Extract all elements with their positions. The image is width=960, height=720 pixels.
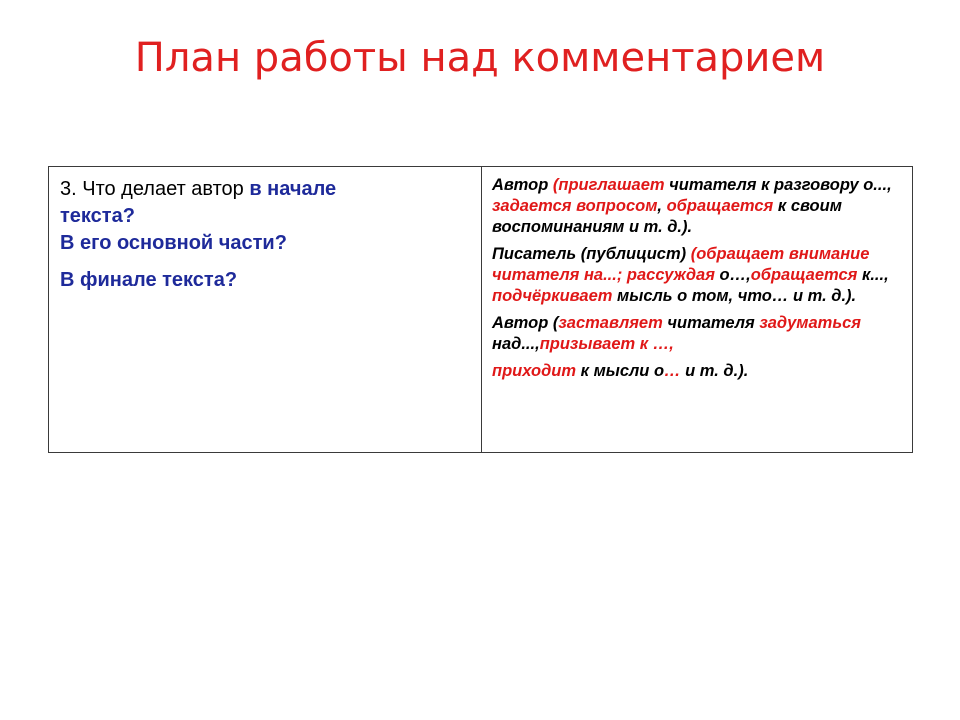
answer-paragraph-3-line-1 [492, 314, 861, 353]
text-run: к своим воспоминаниям и т. д.). [492, 197, 842, 236]
text-run: задуматься [759, 314, 862, 332]
question-2-text: В его основной части? [60, 232, 287, 254]
text-run: над..., [492, 335, 540, 353]
slide-title: План работы над комментарием [134, 35, 826, 81]
question-2 [60, 230, 471, 257]
text-run: к..., [857, 266, 889, 284]
text-run: читателя к разговору о..., [664, 176, 892, 194]
plan-table [48, 166, 913, 453]
text-run: к мысли о [576, 362, 665, 380]
question-3-text: В финале текста? [60, 269, 238, 291]
answers-cell [482, 167, 912, 452]
text-run: мысль о том, что… и т. д.). [612, 287, 857, 305]
text-run: Автор ( [492, 314, 559, 332]
text-run: обращается [750, 266, 858, 284]
answer-paragraph-2 [492, 244, 900, 307]
text-run: обращается [666, 197, 774, 215]
question-1 [60, 176, 471, 230]
text-run: , [657, 197, 667, 215]
text-run: и т. д.). [680, 362, 749, 380]
text-run: о…, [714, 266, 751, 284]
question-1-text: 3. Что делает автор [60, 178, 250, 200]
text-run: подчёркивает [492, 287, 613, 305]
text-run: Автор [492, 176, 553, 194]
answer-paragraph-1 [492, 175, 900, 238]
text-run: … [664, 362, 681, 380]
text-run: Писатель (публицист) [492, 245, 691, 263]
question-3 [60, 267, 471, 294]
text-run: (приглашает [552, 176, 665, 194]
questions-cell [49, 167, 482, 452]
question-1-emphasis: в начале [249, 178, 337, 200]
text-run: (обращает внимание читателя на...; рассуждая [492, 245, 870, 284]
question-1-line2: текста? [60, 205, 135, 227]
text-run: приходит [492, 362, 577, 380]
answer-paragraph-3-line-2 [492, 361, 748, 382]
text-run: читателя [662, 314, 760, 332]
text-run: призывает к …, [539, 335, 674, 353]
answer-paragraph-3 [492, 313, 900, 382]
text-run: задается вопросом [492, 197, 658, 215]
text-run: заставляет [558, 314, 663, 332]
